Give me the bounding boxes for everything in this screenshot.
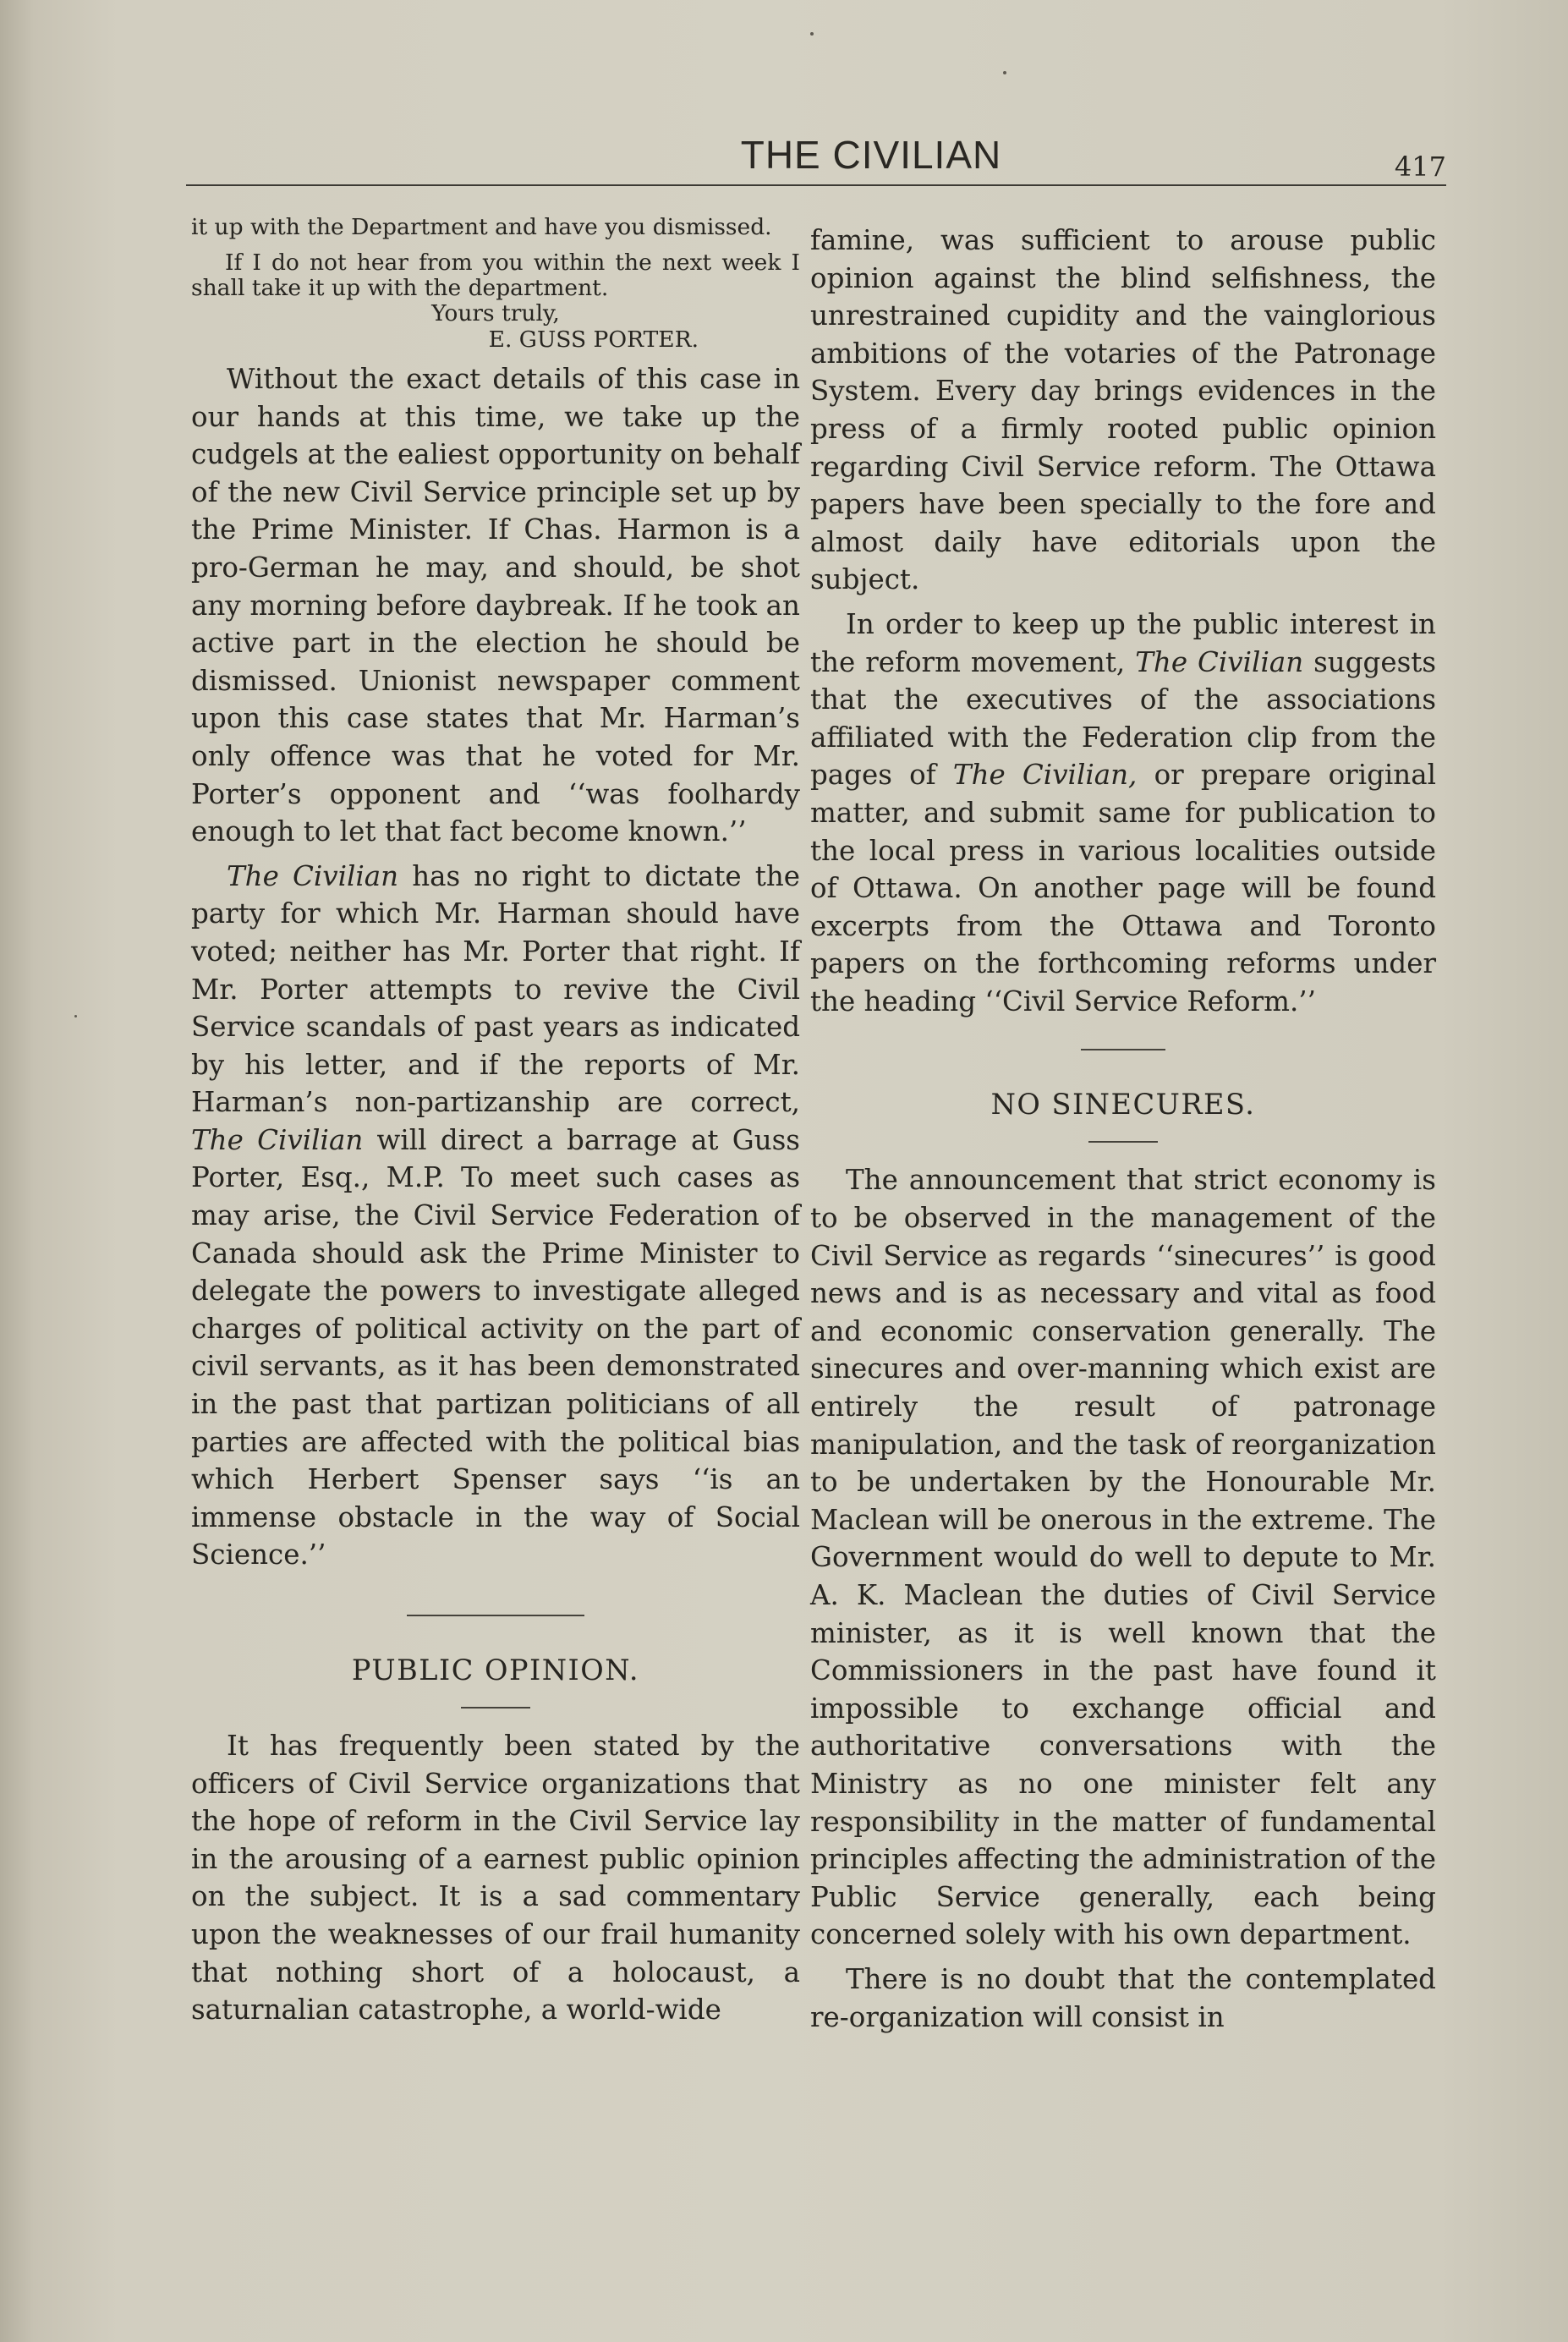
page-header [186,127,1446,186]
paper-speck [810,32,814,36]
publication-title: The Civilian [191,1123,364,1156]
paragraph-text: will direct a barrage at Guss Porter, Esq., M.P. To meet such cases as may arise, the Civil Service Federation of Canada should ask the Prime Minister to delegate the powers to investigate alleged charges of political activity on the part of civil servants, as it has been demonstrated in the past that partizan politicians of all parties are affected with the political bias which Herbert Spenser says ‘‘is an immense obstacle in the way of Social Science.’’ [191,1123,800,1571]
section-heading-no-sinecures: NO SINECURES. [990,1088,1256,1122]
paragraph-public-opinion: It has frequently been stated by the officers of Civil Service organizations that the hope of reform in the Civil Service lay in the arousing of a earnest public opinion on the subject. It is a sad commentary upon the weaknesses of our frail humanity that nothing short of a holocaust, a saturnalian catastrophe, a world-wide [191,1730,800,2027]
letter-closing: Yours truly, [431,300,560,326]
section-divider [1081,1049,1165,1050]
paper-speck [1003,71,1006,74]
paragraph-famine-continuation: famine, was sufficient to arouse public opinion against the blind selfishness, the unrestrained cupidity and the vainglorious ambitions of the votaries of the Patronage System. Every day brings evidences in the press of a firmly rooted public opinion regarding Civil Service reform. The Ottawa papers have been specially to the fore and almost daily have editorials upon the subject. [810,224,1436,596]
letter-signature: E. GUSS PORTER. [488,326,699,353]
paragraph-reorganization: There is no doubt that the contemplated re-organization will consist in [810,1962,1436,2033]
publication-title: The Civilian [227,859,399,892]
publication-title: The Civilian, [952,759,1138,792]
paragraph-civilian-position [191,858,800,1574]
paragraph-text: In order to keep up the public interest in the reform movement, [810,607,1436,678]
section-divider [407,1615,584,1616]
left-column [191,215,800,2036]
paragraph-reform-interest [810,606,1436,1021]
right-column [810,222,1436,2043]
page-number: 417 [1394,151,1446,183]
letter-continuation: it up with the Department and have you dismissed. [191,214,772,240]
paragraph-text: or prepare original matter, and submit same for publication to the local press in various localities outside of Ottawa. On another page will be found excerpts from the Ottawa and Toronto papers on the forthcoming reforms under the heading ‘‘Civil Service Reform.’’ [810,759,1436,1017]
header-rule [186,184,1446,186]
publication-title: The Civilian [1135,645,1304,678]
paragraph-no-sinecures: The announcement that strict economy is to be observed in the management of the Civil Service as regards ‘‘sinecures’’ is good news and is as necessary and vital as food and economic conservation generally. The sinecures and over-manning which exist are entirely the result of patronage manipulation, and the task of reorganization to be undertaken by the Honourable Mr. Maclean will be onerous in the extreme. The Government would do well to depute to Mr. A. K. Maclean the duties of Civil Service minister, as it is well known that the Commissioners in the past have found it impossible to exchange official and authoritative conversations with the Ministry as no one minister felt any responsibility in the matter of fundamental principles affecting the administration of the Public Service generally, each being concerned solely with his own department. [810,1164,1436,1951]
paragraph-text: has no right to dictate the party for which Mr. Harman should have voted; neither has Mr. Porter that right. If Mr. Porter attempts to revive the Civil Service scandals of past years as indicated by his letter, and if the reports of Mr. Harman’s non-partizanship are correct, [191,859,800,1119]
running-title: THE CIVILIAN [740,133,1002,177]
letter-body: If I do not hear from you within the next week I shall take it up with the department. [191,250,800,301]
paragraph-case-details: Without the exact details of this case in our hands at this time, we take up the cudgels at the ealiest opportunity on behalf of the new Civil Service principle set up by the Prime Minister. If Chas. Harmon is a pro-German he may, and should, be shot any morning before daybreak. If he took an active part in the election he should be dismissed. Unionist newspaper comment upon this case states that Mr. Harman’s only offence was that he voted for Mr. Porter’s opponent and ‘‘was foolhardy enough to let that fact become known.’’ [191,363,800,848]
paragraph-text: suggests that the executives of the associations affiliated with the Federation clip from the pages of [810,645,1436,792]
section-heading-public-opinion: PUBLIC OPINION. [351,1654,640,1687]
paper-speck [74,1015,77,1017]
